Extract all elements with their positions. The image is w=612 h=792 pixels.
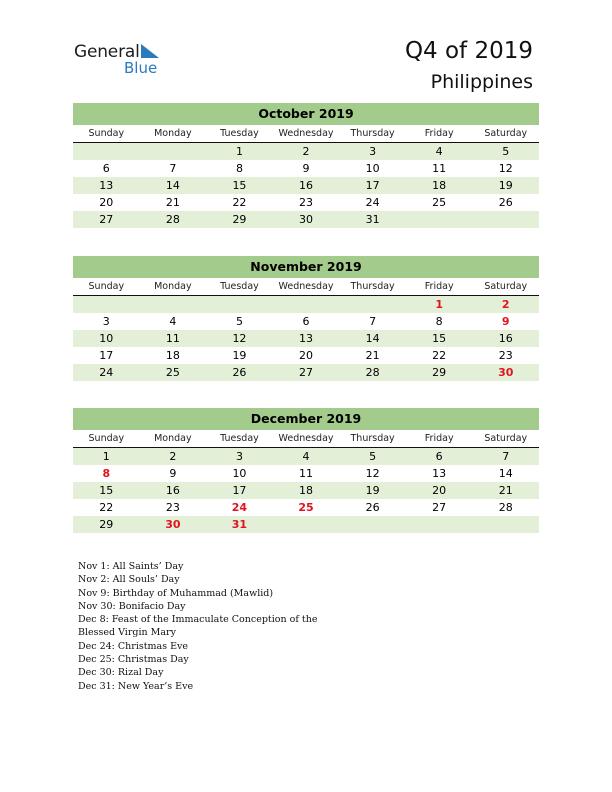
logo-word-blue: Blue [124,59,158,77]
weekday-label: Monday [154,433,192,444]
day-cell: 20 [99,196,114,209]
week-row [73,516,539,533]
day-cell: 3 [369,145,377,158]
day-cell: 22 [432,349,447,362]
day-cell: 9 [169,467,177,480]
day-cell: 2 [169,450,177,463]
week-row [73,448,539,465]
day-cell: 10 [232,467,247,480]
weekday-header [73,125,539,143]
holiday-note: Nov 1: All Saints’ Day [78,561,184,572]
day-cell: 5 [502,145,510,158]
weekday-label: Sunday [88,128,125,139]
weekday-label: Monday [154,281,192,292]
day-cell: 13 [432,467,447,480]
day-cell: 22 [99,501,114,514]
holiday-day-cell: 1 [435,298,443,311]
day-cell: 10 [99,332,114,345]
day-cell: 14 [365,332,380,345]
week-row [73,160,539,177]
day-cell: 4 [169,315,177,328]
holiday-day-cell: 24 [231,501,248,514]
week-row [73,364,539,381]
day-cell: 7 [502,450,510,463]
day-cell [206,296,273,313]
month-november [73,256,539,381]
day-cell: 21 [365,349,380,362]
day-cell: 14 [165,179,180,192]
week-row [73,211,539,228]
day-cell: 2 [302,145,310,158]
month-title: December 2019 [73,408,539,430]
country-name: Philippines [430,71,533,93]
holiday-day-cell: 30 [165,518,181,531]
day-cell: 27 [299,366,314,379]
day-cell: 19 [232,349,247,362]
day-cell: 28 [165,213,180,226]
holiday-note: Dec 24: Christmas Eve [78,640,189,652]
day-cell: 18 [299,484,314,497]
day-cell: 15 [99,484,114,497]
day-cell: 24 [99,366,114,379]
weekday-header [73,430,539,448]
weekday-label: Thursday [350,128,395,139]
page-title: Q4 of 2019 [404,38,533,64]
week-row [73,482,539,499]
day-cell: 15 [432,332,447,345]
day-cell: 8 [235,162,243,175]
day-cell: 25 [165,366,180,379]
weekday-label: Tuesday [220,128,259,139]
week-row [73,330,539,347]
day-cell: 24 [365,196,380,209]
day-cell: 16 [299,179,314,192]
holiday-note: Nov 30: Bonifacio Day [78,600,186,612]
day-cell: 8 [435,315,443,328]
day-cell [472,211,539,228]
logo-word-general: General [74,42,140,62]
week-row [73,194,539,211]
day-cell: 26 [365,501,380,514]
holiday-day-cell: 31 [231,518,248,531]
weekday-label: Tuesday [220,433,259,444]
holiday-list [78,560,317,693]
day-cell: 1 [235,145,243,158]
holiday-note: Dec 25: Christmas Day [78,654,189,666]
day-cell: 15 [232,179,247,192]
day-cell [140,296,207,313]
holiday-day-cell: 30 [498,366,514,379]
holiday-note: Dec 31: New Year’s Eve [78,680,194,692]
day-cell: 6 [102,162,110,175]
week-row [73,313,539,330]
weekday-header [73,278,539,296]
day-cell: 7 [169,162,177,175]
holiday-note: Blessed Virgin Mary [78,627,176,639]
weekday-label: Saturday [484,128,528,139]
day-cell: 29 [99,518,114,531]
month-october [73,103,539,228]
week-row [73,143,539,160]
day-cell: 28 [365,366,380,379]
day-cell: 10 [365,162,380,175]
day-cell: 27 [432,501,447,514]
day-cell: 17 [99,349,114,362]
day-cell: 12 [232,332,247,345]
day-cell [406,211,473,228]
day-cell: 22 [232,196,247,209]
day-cell: 20 [432,484,447,497]
day-cell: 23 [498,349,513,362]
day-cell: 11 [432,162,447,175]
day-cell: 31 [365,213,380,226]
weekday-label: Saturday [484,433,528,444]
day-cell [339,296,406,313]
holiday-note: Dec 8: Feast of the Immaculate Conception of the [78,614,318,626]
day-cell [472,516,539,533]
day-cell: 19 [365,484,380,497]
week-row [73,177,539,194]
day-cell: 16 [165,484,180,497]
weekday-label: Tuesday [220,281,259,292]
day-cell [273,296,340,313]
weekday-label: Thursday [350,433,395,444]
day-cell: 5 [235,315,243,328]
holiday-day-cell: 25 [298,501,314,514]
holiday-day-cell: 8 [102,467,111,480]
day-cell: 6 [302,315,310,328]
day-cell: 18 [432,179,447,192]
holiday-day-cell: 9 [501,315,510,328]
day-cell: 12 [498,162,513,175]
day-cell: 29 [232,213,247,226]
day-cell: 7 [369,315,377,328]
day-cell: 13 [99,179,114,192]
weekday-label: Friday [424,281,454,292]
day-cell: 6 [435,450,443,463]
day-cell [273,516,340,533]
day-cell: 19 [498,179,513,192]
day-cell: 5 [369,450,377,463]
day-cell: 25 [432,196,447,209]
day-cell [73,143,140,160]
holiday-note: Nov 2: All Souls’ Day [78,574,180,586]
day-cell: 13 [299,332,314,345]
day-cell: 26 [498,196,513,209]
day-cell: 4 [302,450,310,463]
weekday-label: Wednesday [278,281,334,292]
weekday-label: Wednesday [278,433,334,444]
day-cell: 11 [299,467,314,480]
day-cell: 9 [302,162,310,175]
weekday-label: Friday [424,128,454,139]
day-cell: 28 [498,501,513,514]
day-cell: 17 [232,484,247,497]
day-cell [339,516,406,533]
day-cell: 21 [498,484,513,497]
day-cell: 23 [165,501,180,514]
day-cell: 18 [165,349,180,362]
holiday-note: Nov 9: Birthday of Muhammad (Mawlid) [78,587,274,599]
day-cell: 14 [498,467,513,480]
weekday-label: Thursday [350,281,395,292]
day-cell [73,296,140,313]
week-row [73,499,539,516]
day-cell: 26 [232,366,247,379]
day-cell [140,143,207,160]
day-cell: 3 [102,315,110,328]
day-cell: 21 [165,196,180,209]
day-cell: 20 [299,349,314,362]
day-cell: 12 [365,467,380,480]
day-cell: 23 [299,196,314,209]
weekday-label: Friday [424,433,454,444]
week-row [73,347,539,364]
month-title: November 2019 [73,256,539,278]
holiday-day-cell: 2 [501,298,510,311]
day-cell [406,516,473,533]
week-row [73,465,539,482]
holiday-note: Dec 30: Rizal Day [78,667,164,679]
day-cell: 29 [432,366,447,379]
day-cell: 27 [99,213,114,226]
month-title: October 2019 [73,103,539,125]
day-cell: 11 [165,332,180,345]
day-cell: 17 [365,179,380,192]
day-cell: 30 [299,213,314,226]
weekday-label: Sunday [88,433,125,444]
logo-triangle-icon [141,44,161,60]
month-december [73,408,539,533]
day-cell: 3 [235,450,243,463]
weekday-label: Monday [154,128,192,139]
weekday-label: Wednesday [278,128,334,139]
day-cell: 1 [102,450,110,463]
day-cell: 4 [435,145,443,158]
day-cell: 16 [498,332,513,345]
weekday-label: Saturday [484,281,528,292]
week-row [73,296,539,313]
general-blue-logo [74,42,174,78]
weekday-label: Sunday [88,281,125,292]
